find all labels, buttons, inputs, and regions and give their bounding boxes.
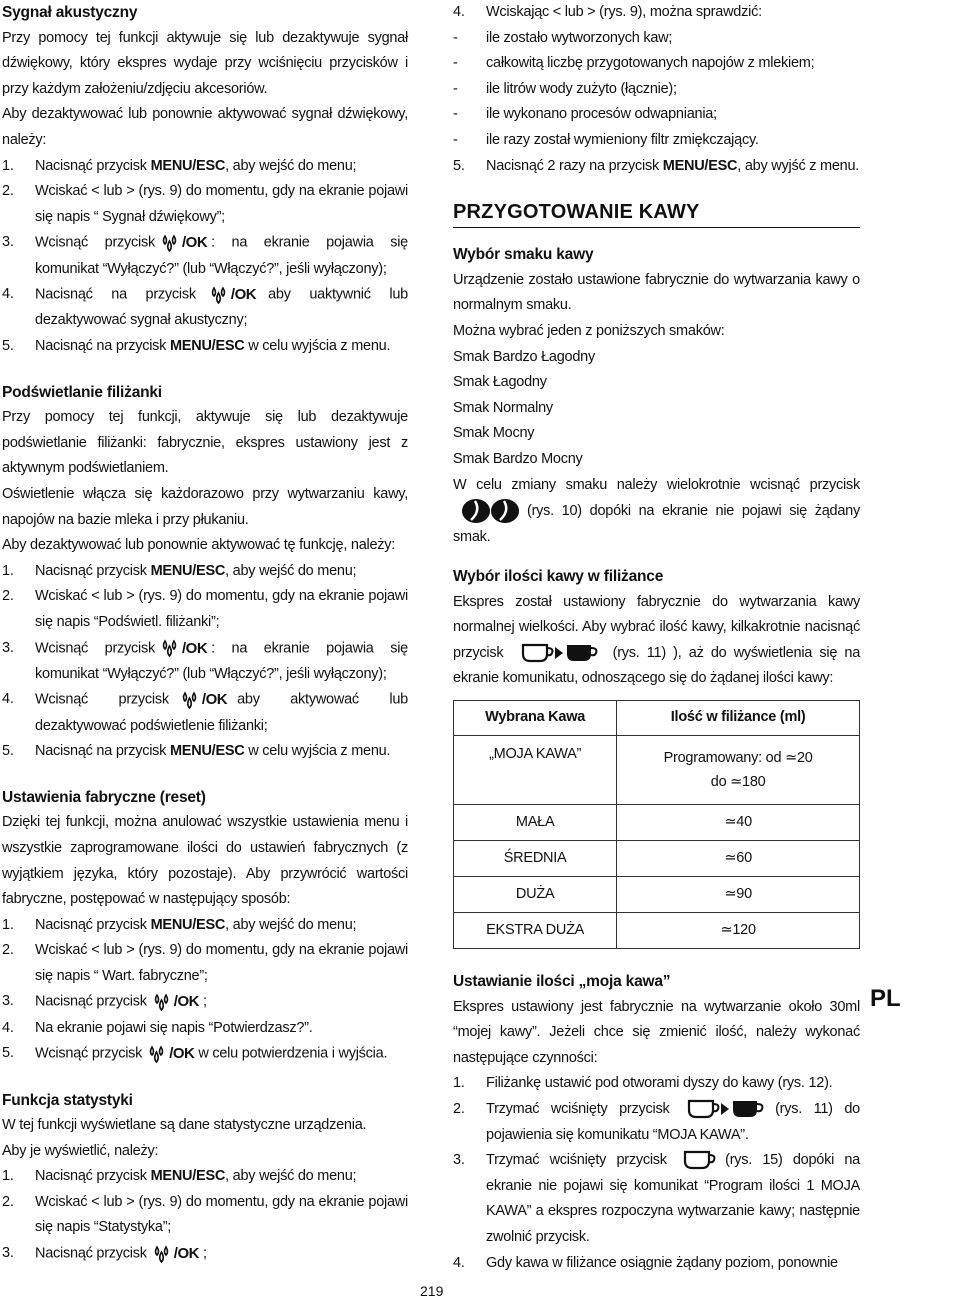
ok-label: /OK <box>173 993 199 1011</box>
list-item: 5. Nacisnąć 2 razy na przycisk MENU/ESC, aby wyjść z menu. <box>453 157 860 174</box>
section-heading-quantity: Wybór ilości kawy w filiżance <box>453 568 664 586</box>
steam-ok-icon <box>151 989 199 1015</box>
table-cell: ≃120 <box>617 913 860 949</box>
table-cell: ≃90 <box>617 877 860 913</box>
list-item: 1. Nacisnąć przycisk MENU/ESC, aby wejść do menu; <box>2 562 357 579</box>
ok-label: /OK <box>182 234 208 252</box>
steps-list <box>2 913 408 1068</box>
ok-label: /OK <box>230 286 257 304</box>
ok-label: /OK <box>169 1045 195 1063</box>
paragraph: Aby dezaktywować lub ponownie aktywować tę funkcję, należy: <box>2 537 396 554</box>
cup-size-icon <box>521 642 603 664</box>
list-item: - całkowitą liczbę przygotowanych napojów z mlekiem; <box>453 55 815 72</box>
language-badge: PL <box>870 985 901 1012</box>
list-item: 2. Wciskać < lub > (rys. 9) do momentu, gdy na ekranie pojawi się napis “Podświetl. filiżanki”; <box>2 588 408 630</box>
table-row <box>454 805 860 841</box>
list-item: Smak Mocny <box>453 425 535 442</box>
steam-ok-icon <box>146 1041 194 1067</box>
list-item: - ile wykonano procesów odwapniania; <box>453 106 717 123</box>
list-item: - ile litrów wody zużyto (łącznie); <box>453 80 677 97</box>
steps-list <box>2 559 408 765</box>
cup-size-icon <box>687 1098 769 1120</box>
paragraph: Oświetlenie włącza się każdorazowo przy wytwarzaniu kawy, napojów na bazie mleka i przy płukaniu. <box>2 485 408 528</box>
paragraph: Przy pomocy tej funkcji, aktywuje się lub dezaktywuje podświetlanie filiżanki: fabrycznie, ekspres ustawiony jest z aktywnym podświetlaniem. <box>2 409 408 477</box>
list-item: - ile zostało wytworzonych kaw; <box>453 29 673 46</box>
table-row <box>454 841 860 877</box>
left-column <box>2 0 408 1267</box>
table-cell: Programowany: od ≃20 do ≃180 <box>617 736 860 805</box>
paragraph: W celu zmiany smaku należy wielokrotnie wcisnąć przycisk (rys. 10) dopóki na ekranie nie pojawi się żądany smak. <box>453 476 860 545</box>
paragraph: W tej funkcji wyświetlane są dane statystyczne urządzenia. <box>2 1117 367 1134</box>
right-column <box>453 0 860 1276</box>
list-item: 2. Wciskać < lub > (rys. 9) do momentu, gdy na ekranie pojawi się napis “ Wart. fabryczne”; <box>2 942 408 984</box>
list-item: Smak Bardzo Łagodny <box>453 348 595 365</box>
list-item: - ile razy został wymieniony filtr zmiękczający. <box>453 131 759 148</box>
table-row <box>454 913 860 949</box>
page-number: 219 <box>420 1283 444 1299</box>
list-item: 3. Wcisnąć przycisk /OK : na ekranie pojawia się komunikat “Wyłączyć?” (lub “Włączyć?”, jeśli wyłączony); <box>2 230 408 282</box>
list-item: 2. Wciskać < lub > (rys. 9) do momentu, gdy na ekranie pojawi się napis “Statystyka”; <box>2 1193 408 1236</box>
table-cell: „MOJA KAWA” <box>454 736 617 805</box>
paragraph: Aby dezaktywować lub ponownie aktywować sygnał dźwiękowy, należy: <box>2 106 408 148</box>
steps-list <box>453 0 860 179</box>
table-cell: ≃60 <box>617 841 860 877</box>
steam-ok-icon <box>208 282 256 308</box>
taste-list <box>453 345 860 473</box>
list-item: 3. Trzymać wciśnięty przycisk (rys. 15) dopóki na ekranie nie pojawi się komunikat “Program ilości 1 MOJA KAWA” a ekspres rozpoczyna wytwarzanie kawy; następnie zwolnić przycisk. <box>453 1148 860 1250</box>
ok-label: /OK <box>173 1245 199 1263</box>
list-item: Smak Łagodny <box>453 374 547 391</box>
table-header: Wybrana Kawa <box>454 701 617 736</box>
paragraph: Urządzenie zostało ustawione fabrycznie do wytwarzania kawy o normalnym smaku. <box>453 271 860 314</box>
steps-list <box>2 1164 408 1267</box>
section-heading-taste: Wybór smaku kawy <box>453 246 594 264</box>
table-cell: ≃40 <box>617 805 860 841</box>
steam-ok-icon <box>179 687 227 713</box>
coffee-quantity-table <box>453 700 860 949</box>
section-heading-acoustic: Sygnał akustyczny <box>2 4 138 21</box>
list-item: 4. Nacisnąć na przycisk /OK aby uaktywnić lub dezaktywować sygnał akustyczny; <box>2 282 408 334</box>
list-item: 1. Nacisnąć przycisk MENU/ESC, aby wejść do menu; <box>2 916 357 933</box>
my-coffee-cup-icon <box>683 1149 719 1171</box>
steam-ok-icon <box>159 230 207 256</box>
list-item: 3. Wcisnąć przycisk /OK : na ekranie pojawia się komunikat “Wyłączyć?” (lub “Włączyć?”, jeśli wyłączony); <box>2 636 408 688</box>
list-item: 1. Filiżankę ustawić pod otworami dyszy do kawy (rys. 12). <box>453 1075 833 1092</box>
list-item: 1. Nacisnąć przycisk MENU/ESC, aby wejść do menu; <box>2 1168 357 1185</box>
list-item: 3. Nacisnąć przycisk /OK ; <box>2 1241 408 1267</box>
list-item: 3. Nacisnąć przycisk /OK ; <box>2 989 408 1015</box>
section-heading-my-coffee: Ustawianie ilości „moja kawa” <box>453 973 671 991</box>
steam-ok-icon <box>159 636 207 662</box>
paragraph: Ekspres ustawiony jest fabrycznie na wytwarzanie około 30ml “mojej kawy”. Jeżeli chce się zmienić ilość, należy wykonać następujące czynności: <box>453 998 860 1066</box>
table-row <box>454 736 860 805</box>
coffee-beans-icon <box>459 498 521 524</box>
paragraph: Ekspres został ustawiony fabrycznie do wytwarzania kawy normalnej wielkości. Aby wybrać ilość kawy, kilkakrotnie nacisnąć przycisk (rys. 11) ), aż do wyświetlenia się na ekranie komunikatu, odnoszącego się do żądanej ilości kawy: <box>453 593 861 687</box>
list-item: 1. Nacisnąć przycisk MENU/ESC, aby wejść do menu; <box>2 157 357 174</box>
ok-label: /OK <box>201 691 228 709</box>
list-item: Smak Normalny <box>453 399 553 416</box>
list-item: 4. Na ekranie pojawi się napis “Potwierdzasz?”. <box>2 1019 313 1036</box>
table-cell: ŚREDNIA <box>454 841 617 877</box>
list-item: 5. Wcisnąć przycisk /OK w celu potwierdzenia i wyjścia. <box>2 1041 408 1067</box>
paragraph: Dzięki tej funkcji, można anulować wszystkie ustawienia menu i wszystkie zaprogramowane ilości do ustawień fabrycznych (z wyjątkiem języka, który pozostaje). Aby przywrócić wartości fabryczne, postępować w następujący sposób: <box>2 814 408 908</box>
steam-ok-icon <box>151 1241 199 1267</box>
paragraph: Przy pomocy tej funkcji aktywuje się lub dezaktywuje sygnał dźwiękowy, który ekspres wydaje przy wciśnięciu przycisków i przy każdym założeniu/zdjęciu akcesoriów. <box>2 29 408 97</box>
table-header-row <box>454 701 860 736</box>
ok-label: /OK <box>182 639 208 657</box>
list-item: 4. Gdy kawa w filiżance osiągnie żądany poziom, ponownie <box>453 1254 838 1271</box>
table-header: Ilość w filiżance (ml) <box>617 701 860 736</box>
list-item: Smak Bardzo Mocny <box>453 450 583 467</box>
list-item: 2. Wciskać < lub > (rys. 9) do momentu, gdy na ekranie pojawi się napis “ Sygnał dźwiękowy”; <box>2 183 408 225</box>
steps-list <box>2 154 408 360</box>
section-heading-cup-light: Podświetlanie filiżanki <box>2 383 162 401</box>
paragraph: Aby je wyświetlić, należy: <box>2 1142 159 1159</box>
list-item: 5. Nacisnąć na przycisk MENU/ESC w celu wyjścia z menu. <box>2 337 391 354</box>
chapter-title: PRZYGOTOWANIE KAWY <box>453 197 860 228</box>
table-cell: DUŻA <box>454 877 617 913</box>
list-item: 4. Wcisnąć przycisk /OK aby aktywować lub dezaktywować podświetlenie filiżanki; <box>2 687 408 739</box>
section-heading-factory-reset: Ustawienia fabryczne (reset) <box>2 788 206 806</box>
list-item: 2. Trzymać wciśnięty przycisk (rys. 11) do pojawienia się komunikatu “MOJA KAWA”. <box>453 1097 860 1148</box>
table-cell: MAŁA <box>454 805 617 841</box>
paragraph: Można wybrać jeden z poniższych smaków: <box>453 322 725 339</box>
table-cell: EKSTRA DUŻA <box>454 913 617 949</box>
list-item: 4. Wciskając < lub > (rys. 9), można sprawdzić: <box>453 4 762 20</box>
section-heading-statistics: Funkcja statystyki <box>2 1091 133 1109</box>
table-row <box>454 877 860 913</box>
list-item: 5. Nacisnąć na przycisk MENU/ESC w celu wyjścia z menu. <box>2 743 391 760</box>
steps-list <box>453 1071 860 1276</box>
